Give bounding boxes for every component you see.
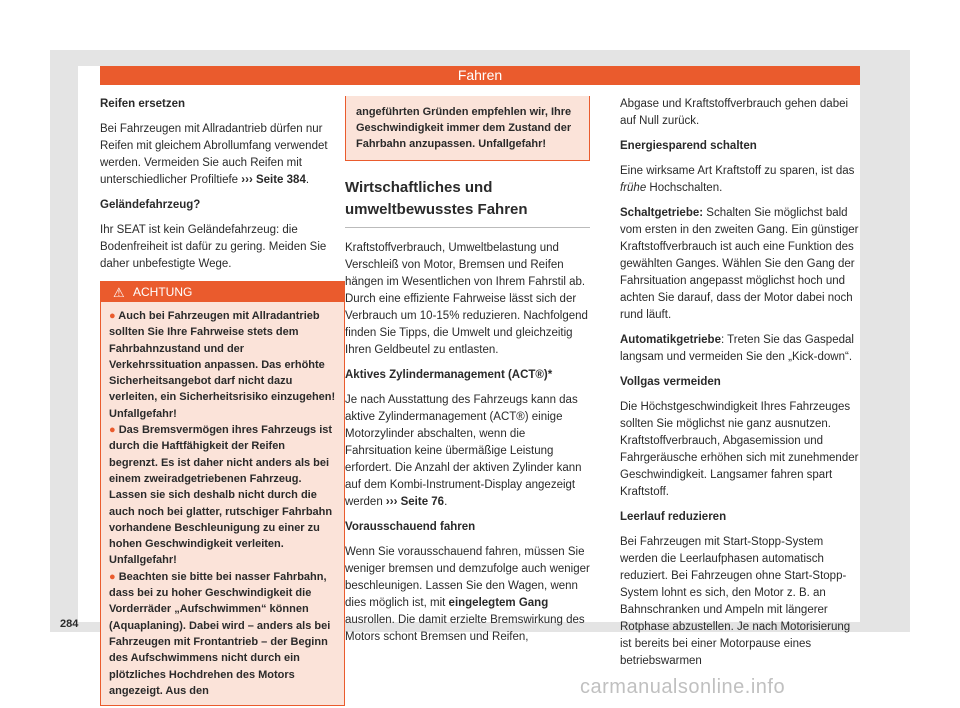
paragraph-leerlauf: Bei Fahrzeugen mit Start-Stopp-System werden die Leerlaufphasen automatisch reduziert. Bei Fahrzeugen ohne Start-Stopp-System lohnt es sich, den Motor z. B. an Bahnschranken und Ampeln mit längerer Rotphase abzustellen. Je nach Motorisierung ist bereits bei einer Motorpause eines betriebswarmen [620, 536, 851, 667]
heading-reifen: Reifen ersetzen [100, 98, 186, 110]
paragraph-vorausschauend: Wenn Sie vorausschauend fahren, müssen Sie weniger bremsen und demzufolge auch weniger beschleunigen. Lassen Sie den Wagen, wenn dies möglich ist, mit eingelegtem Gang ausrollen. Die damit erzielte Bremswirkung des Motors schont Bremsen und Reifen, [345, 546, 590, 643]
page-number: 284 [60, 618, 79, 630]
warning-header: ⚠ ACHTUNG [101, 282, 344, 302]
warning-triangle-icon: ⚠ [113, 285, 125, 300]
warning-item: ● Das Bremsvermögen ihres Fahrzeugs ist durch die Haftfähigkeit der Reifen begrenzt. Es ist daher nicht anders als bei einem zweiradgetriebenen Fahrzeug. Lassen sie sich deshalb nicht durch die auch noch bei glatter, rutschiger Fahrbahn vorhandene Beschleunigung zu einer zu hohen Geschwindigkeit verleiten. Unfallgefahr! [109, 424, 333, 567]
heading-act: Aktives Zylindermanagement (ACT®)* [345, 369, 553, 381]
paragraph-gelaende: Ihr SEAT ist kein Geländefahrzeug: die Bodenfreiheit ist dafür zu gering. Meiden Sie daher unbefestigte Wege. [100, 224, 327, 270]
bullet-icon: ● [109, 570, 119, 583]
heading-gelaende: Geländefahrzeug? [100, 199, 201, 211]
paragraph-automatik: Automatikgetriebe: Treten Sie das Gaspedal langsam und vermeiden Sie den „Kick-down“. [620, 334, 854, 363]
column-1 [100, 96, 345, 706]
paragraph-continued: Abgase und Kraftstoffverbrauch gehen dabei auf Null zurück. [620, 98, 849, 127]
warning-item: ● Auch bei Fahrzeugen mit Allradantrieb sollten Sie Ihre Fahrweise stets dem Fahrbahnzustand und der Verkehrssituation anpassen. Das erhöhte Sicherheitsangebot darf nicht dazu verleiten, ein Sicherheitsrisiko einzugehen! Unfallgefahr! [109, 310, 336, 420]
paragraph-intro: Kraftstoffverbrauch, Umweltbelastung und Verschleiß von Motor, Bremsen und Reifen hängen im Wesentlichen von Ihrem Fahrstil ab. Durch eine effiziente Fahrweise lässt sich der Verbrauch um 10-15% reduzieren. Nachfolgend finden Sie Tipps, die Umwelt und gleichzeitig Ihren Geldbeutel zu entlasten. [345, 242, 588, 356]
warning-item: ● Beachten sie bitte bei nasser Fahrbahn, dass bei zu hoher Geschwindigkeit die Vorderräder „Aufschwimmen“ können (Aquaplaning). Dabei wird – anders als bei Fahrzeugen mit Frontantrieb – der Beginn des Aufschwimmens nicht durch ein plötzliches Hochdrehen des Motors angezeigt. Aus den [109, 570, 331, 697]
heading-energiesparend: Energiesparend schalten [620, 140, 757, 152]
heading-vorausschauend: Vorausschauend fahren [345, 521, 476, 533]
page-link[interactable]: ››› Seite 384 [241, 174, 306, 186]
paragraph-act: Je nach Ausstattung des Fahrzeugs kann das aktive Zylindermanagement (ACT®) einige Motorzylinder abschalten, wenn die Fahrsituation keine übermäßige Leistung erfordert. Die Anzahl der aktiven Zylinder kann auf dem Kombi-Instrument-Display angezeigt werden ››› Seite 76. [345, 394, 582, 508]
warning-continued: angeführten Gründen empfehlen wir, Ihre Geschwindigkeit immer dem Zustand der Fahrbahn anzupassen. Unfallgefahr! [345, 96, 590, 161]
warning-body [101, 302, 344, 705]
paragraph-vollgas: Die Höchstgeschwindigkeit Ihres Fahrzeuges sollten Sie möglichst nie ganz ausnutzen. Kraftstoffverbrauch, Abgasemission und Fahrgeräusche erhöhen sich mit zunehmender Geschwindigkeit. Langsamer fahren spart Kraftstoff. [620, 401, 859, 498]
heading-vollgas: Vollgas vermeiden [620, 376, 721, 388]
bullet-icon: ● [109, 310, 119, 322]
page-link[interactable]: ››› Seite 76 [385, 496, 445, 508]
paragraph-reifen: Bei Fahrzeugen mit Allradantrieb dürfen nur Reifen mit gleichem Abrollumfang verwendet werden. Vermeiden Sie auch Reifen mit unterschiedlicher Profiltiefe ››› Seite 384. [100, 123, 328, 186]
paragraph-energiesparend: Eine wirksame Art Kraftstoff zu sparen, ist das frühe Hochschalten. [620, 165, 855, 194]
page-header: Fahren [100, 66, 860, 85]
paragraph-schaltgetriebe: Schaltgetriebe: Schalten Sie möglichst bald vom ersten in den zweiten Gang. Ein günstiger Kraftstoffverbrauch ist auch eine Funktion des gewählten Ganges. Wählen Sie den Gang der Fahrsituation angepasst möglichst hoch und achten Sie darauf, dass der Motor dabei noch rund läuft. [620, 207, 859, 321]
watermark: carmanualsonline.info [580, 676, 786, 698]
warning-box [100, 281, 345, 706]
heading-leerlauf: Leerlauf reduzieren [620, 511, 727, 523]
section-title: Wirtschaftliches und umweltbewusstes Fahren [345, 177, 590, 228]
column-3 [620, 96, 860, 678]
column-2 [345, 96, 590, 654]
bullet-icon: ● [109, 424, 119, 437]
